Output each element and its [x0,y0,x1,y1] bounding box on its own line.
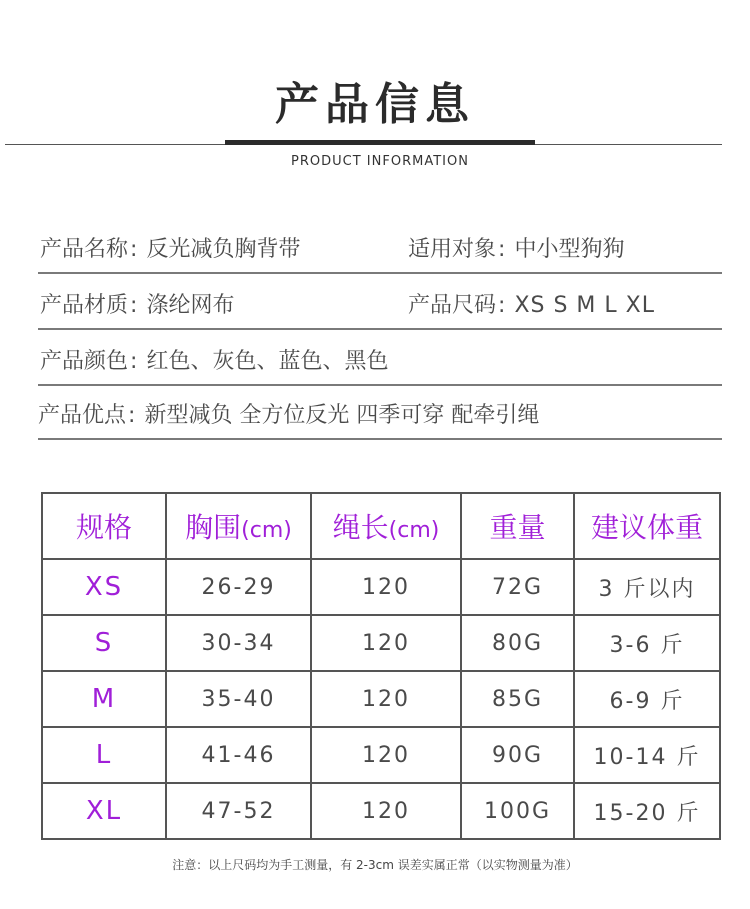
info-label: 适用对象 [408,237,497,262]
info-label: 产品尺码 [408,293,497,318]
column-header: 规格 [42,493,166,559]
measurement-note: 注意：以上尺码均为手工测量，有 2-3cm 误差实属正常（以实物测量为准） [172,858,578,872]
info-label: 产品材质 [40,293,129,318]
info-value: XS S M L XL [514,293,655,318]
info-value: 涤纶网布 [146,293,235,318]
table-row [42,615,720,671]
chest-cell: 26-29 [166,559,311,615]
page-title: 产品信息 [275,79,475,130]
info-row [38,330,722,386]
weight-cell: 85G [461,671,574,727]
leash-length-cell: 120 [311,559,461,615]
info-label: 产品名称 [40,237,129,262]
table-row [42,727,720,783]
info-value: 新型减负 全方位反光 四季可穿 配牵引绳 [144,403,540,428]
title-underline-accent [225,140,535,145]
size-cell: L [42,727,166,783]
size-cell: M [42,671,166,727]
size-cell: S [42,615,166,671]
recommended-weight-cell: 6-9 斤 [574,671,720,727]
column-header: 绳长(cm) [311,493,461,559]
info-row [38,384,722,440]
recommended-weight-cell: 3 斤以内 [574,559,720,615]
page-subtitle: PRODUCT INFORMATION [291,154,469,169]
weight-cell: 80G [461,615,574,671]
table-row [42,671,720,727]
info-item: 适用对象: 中小型狗狗 [408,237,625,262]
leash-length-cell: 120 [311,783,461,839]
info-item: 产品材质: 涤纶网布 [40,293,235,318]
chest-cell: 41-46 [166,727,311,783]
info-item: 产品名称: 反光减负胸背带 [40,237,301,262]
size-cell: XL [42,783,166,839]
recommended-weight-cell: 3-6 斤 [574,615,720,671]
column-header: 胸围(cm) [166,493,311,559]
table-row [42,783,720,839]
chest-cell: 30-34 [166,615,311,671]
column-header: 建议体重 [574,493,720,559]
leash-length-cell: 120 [311,615,461,671]
info-item: 产品优点: 新型减负 全方位反光 四季可穿 配牵引绳 [38,403,540,428]
chest-cell: 47-52 [166,783,311,839]
weight-cell: 90G [461,727,574,783]
info-row [38,218,722,274]
info-value: 反光减负胸背带 [146,237,301,262]
chest-cell: 35-40 [166,671,311,727]
info-item: 产品尺码: XS S M L XL [408,293,655,318]
recommended-weight-cell: 15-20 斤 [574,783,720,839]
column-header: 重量 [461,493,574,559]
recommended-weight-cell: 10-14 斤 [574,727,720,783]
info-row [38,274,722,330]
table-row [42,559,720,615]
weight-cell: 100G [461,783,574,839]
table-header-row [42,493,720,559]
info-item: 产品颜色: 红色、灰色、蓝色、黑色 [40,349,389,374]
weight-cell: 72G [461,559,574,615]
leash-length-cell: 120 [311,727,461,783]
info-label: 产品优点 [38,403,127,428]
info-label: 产品颜色 [40,349,129,374]
size-table [41,492,721,840]
info-value: 红色、灰色、蓝色、黑色 [146,349,389,374]
info-value: 中小型狗狗 [514,237,625,262]
leash-length-cell: 120 [311,671,461,727]
size-cell: XS [42,559,166,615]
